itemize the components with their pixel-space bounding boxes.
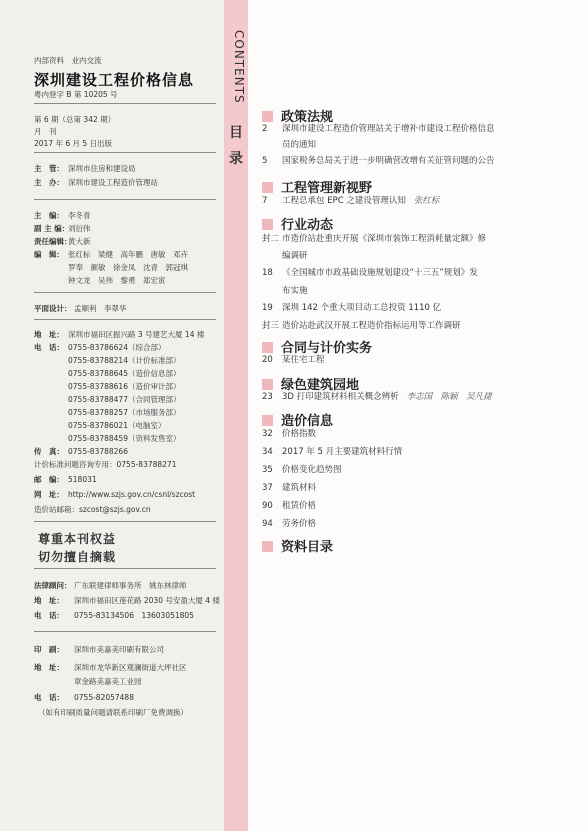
- section-cost-info: 造价信息: [262, 410, 333, 429]
- phone-line: 0755-83788645（造价信息部）: [68, 369, 181, 378]
- lawyer-address-row: 地 址： 深圳市福田区莲花路 2030 号安盈大厦 4 楼: [34, 596, 220, 605]
- deputy-row: 副 主 编：刘衍伟: [34, 224, 91, 233]
- toc-item[interactable]: 封三 造价站赴武汉开展工程造价指标运用等工作调研: [262, 321, 461, 331]
- divider: [34, 568, 216, 569]
- toc-item[interactable]: 员的通知: [282, 140, 317, 150]
- divider: [34, 292, 216, 293]
- section-square-icon: [262, 182, 273, 193]
- contents-lu: 录: [229, 151, 243, 167]
- toc-item[interactable]: 37 建筑材料: [262, 483, 317, 493]
- divider: [34, 152, 216, 153]
- section-square-icon: [262, 541, 273, 552]
- toc-item[interactable]: 封二 市造价站赴重庆开展《深圳市装饰工程消耗量定额》修: [262, 234, 487, 244]
- divider: [34, 103, 216, 104]
- permit: 粤内登字 B 第 10205 号: [34, 90, 118, 99]
- lawyer-phone-row: 电 话： 0755-83134506 13603051805: [34, 611, 194, 620]
- toc-item[interactable]: 18 《全国城市市政基础设施规划建设“十三五”规划》发: [262, 268, 478, 278]
- section-resources: 资料目录: [262, 536, 333, 555]
- staff-line: 罗奉 颜敏 徐金凤 沈青 郭冠琪: [68, 263, 188, 272]
- toc-item[interactable]: 94 劳务价格: [262, 519, 317, 529]
- issue: 第 6 期（总第 342 期）: [34, 115, 116, 124]
- address-row: 地 址： 深圳市福田区振兴路 3 号建艺大厦 14 楼: [34, 330, 205, 339]
- section-square-icon: [262, 379, 273, 390]
- phone-line: 0755-83788459（资料发售室）: [68, 434, 181, 443]
- staff-line: 钟文龙 吴伟 黎勇 郑宏寅: [68, 276, 166, 285]
- section-square-icon: [262, 342, 273, 353]
- divider: [34, 199, 216, 200]
- phone-line: 0755-83788616（造价审计部）: [68, 382, 181, 391]
- lawyer-row: 法律顾问： 广东联建律师事务所 姚东林律师: [34, 581, 187, 590]
- toc-item[interactable]: 35 价格变化趋势图: [262, 465, 342, 475]
- divider: [34, 631, 216, 632]
- toc-item[interactable]: 90 租赁价格: [262, 501, 317, 511]
- divider: [34, 521, 216, 522]
- fax-row: 传 真： 0755-83788266: [34, 447, 128, 456]
- resp-editor-row: 责任编辑：黄大新: [34, 237, 91, 246]
- toc-item[interactable]: 20 某住宅工程: [262, 355, 325, 365]
- zip-row: 邮 编： 518031: [34, 475, 97, 484]
- section-policy: 政策法规: [262, 106, 333, 125]
- sponsor-row: 主 办： 深圳市建设工程造价管理站: [34, 178, 158, 187]
- hotline: 计价标准问题咨询专用：0755-83788271: [34, 460, 177, 469]
- slogan-line1: 尊重本刊权益: [38, 532, 117, 546]
- editor-row: 主 编： 李冬青: [34, 211, 91, 220]
- section-square-icon: [262, 415, 273, 426]
- phone-line: 0755-83788477（合同管理部）: [68, 395, 181, 404]
- header-line: 内部资料 业内交流: [34, 56, 102, 65]
- toc-item[interactable]: 5 国家税务总局关于进一步明确营改增有关征管问题的公告: [262, 156, 495, 166]
- contents-label: CONTENTS: [232, 30, 246, 104]
- toc-item[interactable]: 7 工程总承包 EPC 之建设管理认知 张红标: [262, 196, 440, 206]
- phone-line: 0755-83788257（市场服务部）: [68, 408, 181, 417]
- supervisor-row: 主 管： 深圳市住房和建设局: [34, 164, 136, 173]
- section-green-building: 绿色建筑园地: [262, 374, 359, 393]
- section-contract: 合同与计价实务: [262, 337, 372, 356]
- toc-item[interactable]: 布实施: [282, 286, 308, 296]
- toc-item[interactable]: 32 价格指数: [262, 429, 317, 439]
- publish-date: 2017 年 6 月 5 日出版: [34, 139, 113, 148]
- phone-line: 0755-83788214（计价标准部）: [68, 356, 181, 365]
- toc-item[interactable]: 19 深圳 142 个重大项目动工总投资 1110 亿: [262, 303, 442, 313]
- staff-row: 编 辑： 张红标 梁健 高年鹏 唐敏 邓卉: [34, 250, 188, 259]
- toc-item[interactable]: 编调研: [282, 251, 308, 261]
- printer-address-row: 地 址： 深圳市龙华新区观澜街道大坪社区: [34, 663, 187, 672]
- section-square-icon: [262, 219, 273, 230]
- printer-address-line: 章金路美嘉美工业园: [74, 677, 142, 686]
- magazine-title: 深圳建设工程价格信息: [34, 71, 195, 89]
- divider: [34, 319, 216, 320]
- print-note: （如有印刷质量问题请联系印刷厂免费调换）: [38, 708, 188, 717]
- contents-mu: 目: [229, 125, 243, 141]
- email: 造价站邮箱：szcost@szjs.gov.cn: [34, 505, 151, 514]
- toc-item[interactable]: 2 深圳市建设工程造价管理站关于增补市建设工程价格信息: [262, 124, 495, 134]
- printer-phone-row: 电 话： 0755-82057488: [34, 693, 134, 702]
- period: 月 刊: [34, 127, 57, 136]
- printer-row: 印 刷： 深圳市美嘉美印刷有限公司: [34, 645, 164, 654]
- slogan-line2: 切勿擅自摘载: [38, 550, 117, 564]
- phone-line: 0755-83786021（电脑室）: [68, 421, 166, 430]
- section-square-icon: [262, 111, 273, 122]
- website-row: 网 址： http://www.szjs.gov.cn/csnl/szcost: [34, 490, 196, 499]
- section-industry: 行业动态: [262, 214, 333, 233]
- section-management: 工程管理新视野: [262, 177, 372, 196]
- toc-item[interactable]: 23 3D 打印建筑材料相关概念辨析 李志国 陈颖 吴凡捷: [262, 392, 492, 402]
- phone-row: 电 话： 0755-83786624（综合部）: [34, 343, 166, 352]
- design-row: 平面设计： 孟顺利 李翠华: [34, 304, 127, 313]
- toc-item[interactable]: 34 2017 年 5 月主要建筑材料行情: [262, 447, 403, 457]
